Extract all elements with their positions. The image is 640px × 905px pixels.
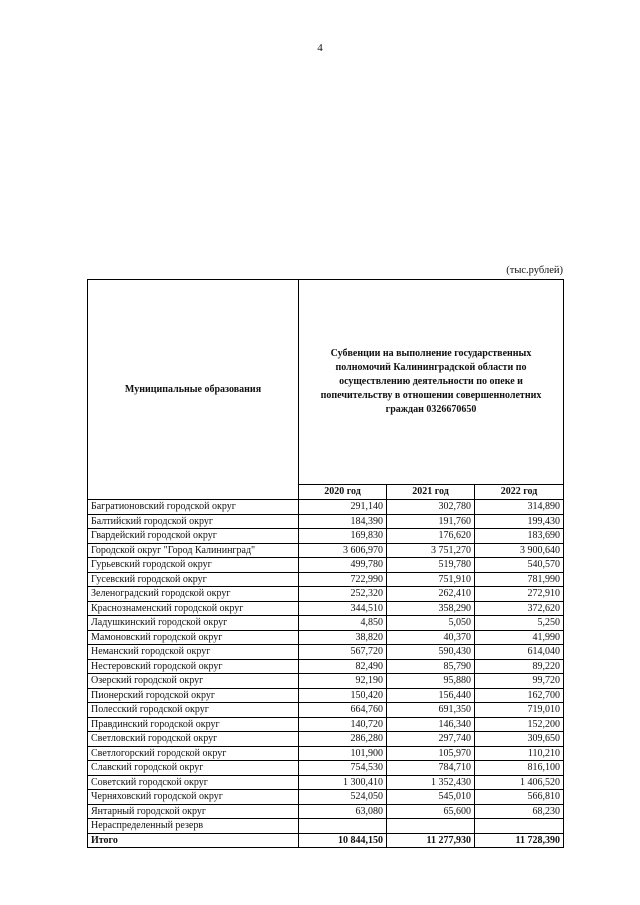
- value-2021: 545,010: [387, 790, 475, 805]
- table-row: [88, 529, 564, 544]
- value-2021: 751,910: [387, 572, 475, 587]
- table-row: [88, 732, 564, 747]
- value-2020: 499,780: [299, 558, 387, 573]
- municipality-name: Городской округ "Город Калининград": [88, 543, 299, 558]
- municipality-name: Озерский городской округ: [88, 674, 299, 689]
- municipality-name: Гвардейский городской округ: [88, 529, 299, 544]
- value-2022: 719,010: [475, 703, 564, 718]
- value-2022: 309,650: [475, 732, 564, 747]
- municipality-name: Гусевский городской округ: [88, 572, 299, 587]
- value-2022: 1 406,520: [475, 775, 564, 790]
- value-2020: 291,140: [299, 500, 387, 515]
- value-2022: 41,990: [475, 630, 564, 645]
- table-row: [88, 645, 564, 660]
- municipality-name: Неманский городской округ: [88, 645, 299, 660]
- value-2022: 781,990: [475, 572, 564, 587]
- table-row: [88, 717, 564, 732]
- municipality-name: Полесский городской округ: [88, 703, 299, 718]
- value-2021: 105,970: [387, 746, 475, 761]
- value-2022: 183,690: [475, 529, 564, 544]
- value-2020: 252,320: [299, 587, 387, 602]
- value-2021: [387, 819, 475, 834]
- value-2022: 5,250: [475, 616, 564, 631]
- municipality-name: Нестеровский городской округ: [88, 659, 299, 674]
- table-row: [88, 630, 564, 645]
- value-2021: 691,350: [387, 703, 475, 718]
- header-year-2020: 2020 год: [299, 485, 387, 500]
- value-2020: 63,080: [299, 804, 387, 819]
- header-year-2022: 2022 год: [475, 485, 564, 500]
- table-row: [88, 775, 564, 790]
- municipality-name: Светлогорский городской округ: [88, 746, 299, 761]
- subvention-table: [87, 279, 564, 848]
- table-row: [88, 674, 564, 689]
- header-year-2021: 2021 год: [387, 485, 475, 500]
- value-2022: 99,720: [475, 674, 564, 689]
- value-2020: 524,050: [299, 790, 387, 805]
- table-row: [88, 558, 564, 573]
- value-2022: [475, 819, 564, 834]
- municipality-name: Янтарный городской округ: [88, 804, 299, 819]
- value-2021: 3 751,270: [387, 543, 475, 558]
- municipality-name: Пионерский городской округ: [88, 688, 299, 703]
- value-2020: 140,720: [299, 717, 387, 732]
- municipality-name: Зеленоградский городской округ: [88, 587, 299, 602]
- header-subvention: Субвенции на выполнение государственных полномочий Калининградской области по осуществлению деятельности по опеке и попечительству в отношении совершеннолетних граждан 0326670650: [299, 280, 564, 485]
- value-2021: 358,290: [387, 601, 475, 616]
- table-row: [88, 500, 564, 515]
- value-2020: 82,490: [299, 659, 387, 674]
- value-2021: 40,370: [387, 630, 475, 645]
- value-2021: 1 352,430: [387, 775, 475, 790]
- value-2021: 262,410: [387, 587, 475, 602]
- value-2021: 176,620: [387, 529, 475, 544]
- value-2020: 3 606,970: [299, 543, 387, 558]
- value-2021: 302,780: [387, 500, 475, 515]
- value-2022: 566,810: [475, 790, 564, 805]
- value-2022: 272,910: [475, 587, 564, 602]
- value-2020: 344,510: [299, 601, 387, 616]
- value-2022: 614,040: [475, 645, 564, 660]
- municipality-name: Нераспределенный резерв: [88, 819, 299, 834]
- municipality-name: Гурьевский городской округ: [88, 558, 299, 573]
- table-row: [88, 819, 564, 834]
- table-body: [88, 500, 564, 848]
- value-2021: 65,600: [387, 804, 475, 819]
- value-2021: 146,340: [387, 717, 475, 732]
- value-2020: 4,850: [299, 616, 387, 631]
- municipality-name: Светловский городской округ: [88, 732, 299, 747]
- municipality-name: Балтийский городской округ: [88, 514, 299, 529]
- table-row: [88, 746, 564, 761]
- value-2022: 372,620: [475, 601, 564, 616]
- value-2022: 68,230: [475, 804, 564, 819]
- value-2022: 199,430: [475, 514, 564, 529]
- value-2022: 110,210: [475, 746, 564, 761]
- municipality-name: Итого: [88, 833, 299, 848]
- value-2020: 286,280: [299, 732, 387, 747]
- page-number: 4: [317, 42, 323, 54]
- unit-note: (тыс.рублей): [506, 265, 563, 276]
- table-row: [88, 587, 564, 602]
- value-2020: 92,190: [299, 674, 387, 689]
- municipality-name: Мамоновский городской округ: [88, 630, 299, 645]
- value-2021: 95,880: [387, 674, 475, 689]
- value-2022: 11 728,390: [475, 833, 564, 848]
- value-2022: 816,100: [475, 761, 564, 776]
- value-2021: 156,440: [387, 688, 475, 703]
- value-2020: 567,720: [299, 645, 387, 660]
- value-2020: 1 300,410: [299, 775, 387, 790]
- municipality-name: Черняховский городской округ: [88, 790, 299, 805]
- value-2020: [299, 819, 387, 834]
- table-row: [88, 761, 564, 776]
- value-2020: 722,990: [299, 572, 387, 587]
- value-2021: 85,790: [387, 659, 475, 674]
- value-2021: 784,710: [387, 761, 475, 776]
- value-2020: 664,760: [299, 703, 387, 718]
- municipality-name: Краснознаменский городской округ: [88, 601, 299, 616]
- table-row: [88, 601, 564, 616]
- table-row: [88, 572, 564, 587]
- table-row: [88, 688, 564, 703]
- municipality-name: Ладушкинский городской округ: [88, 616, 299, 631]
- value-2022: 314,890: [475, 500, 564, 515]
- municipality-name: Правдинский городской округ: [88, 717, 299, 732]
- value-2021: 11 277,930: [387, 833, 475, 848]
- header-municipalities: Муниципальные образования: [88, 280, 299, 500]
- value-2021: 519,780: [387, 558, 475, 573]
- value-2020: 184,390: [299, 514, 387, 529]
- value-2022: 162,700: [475, 688, 564, 703]
- value-2021: 191,760: [387, 514, 475, 529]
- value-2021: 590,430: [387, 645, 475, 660]
- municipality-name: Славский городской округ: [88, 761, 299, 776]
- table-row: [88, 790, 564, 805]
- table-row: [88, 543, 564, 558]
- table-row: [88, 514, 564, 529]
- municipality-name: Советский городской округ: [88, 775, 299, 790]
- value-2020: 754,530: [299, 761, 387, 776]
- value-2022: 152,200: [475, 717, 564, 732]
- table-row: [88, 703, 564, 718]
- total-row: [88, 833, 564, 848]
- value-2020: 150,420: [299, 688, 387, 703]
- value-2020: 38,820: [299, 630, 387, 645]
- table-row: [88, 659, 564, 674]
- value-2021: 5,050: [387, 616, 475, 631]
- value-2021: 297,740: [387, 732, 475, 747]
- value-2022: 3 900,640: [475, 543, 564, 558]
- municipality-name: Багратионовский городской округ: [88, 500, 299, 515]
- value-2020: 10 844,150: [299, 833, 387, 848]
- value-2020: 169,830: [299, 529, 387, 544]
- value-2022: 89,220: [475, 659, 564, 674]
- value-2020: 101,900: [299, 746, 387, 761]
- table-row: [88, 616, 564, 631]
- table-row: [88, 804, 564, 819]
- value-2022: 540,570: [475, 558, 564, 573]
